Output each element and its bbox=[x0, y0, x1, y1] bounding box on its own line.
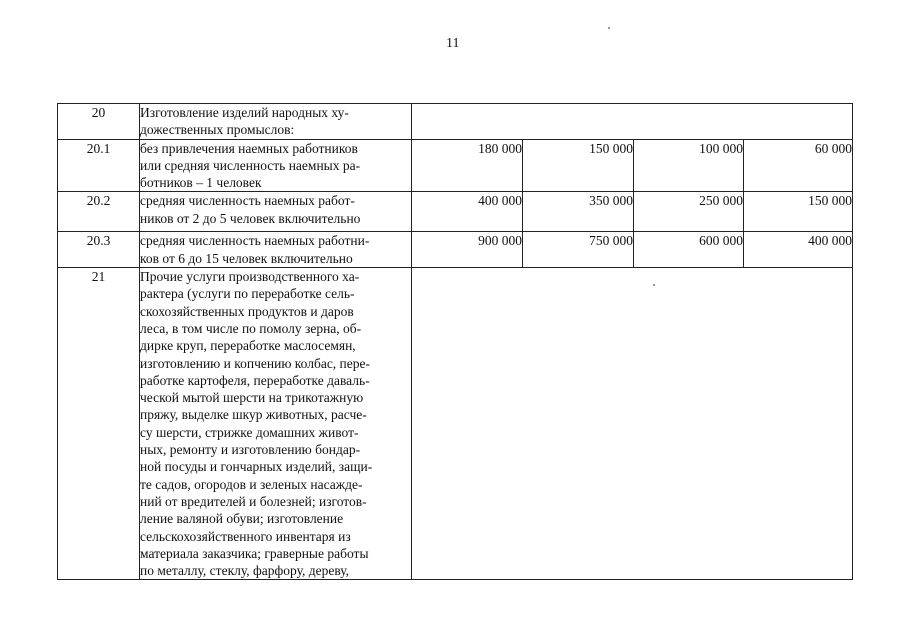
row-number: 20 bbox=[58, 104, 140, 140]
description-line: работке картофеля, переработке даваль- bbox=[140, 372, 370, 388]
row-description bbox=[140, 232, 412, 268]
row-description bbox=[140, 268, 412, 580]
scan-speck bbox=[608, 27, 610, 29]
empty-value-span bbox=[412, 268, 853, 580]
description-line: по металлу, стеклу, фарфору, дереву, bbox=[140, 563, 350, 579]
description-line: без привлечения наемных работников bbox=[140, 140, 358, 156]
description-line: ников от 2 до 5 человек включительно bbox=[140, 210, 361, 226]
table-row bbox=[58, 139, 853, 192]
row-number: 20.2 bbox=[58, 192, 140, 232]
description-line: материала заказчика; граверные работы bbox=[140, 545, 369, 561]
description-line: те садов, огородов и зеленых насажде- bbox=[140, 476, 363, 492]
description-line: рактера (услуги по переработке сель- bbox=[140, 286, 355, 302]
empty-value-span bbox=[412, 104, 853, 140]
description-line: ческой мытой шерсти на трикотажную bbox=[140, 390, 364, 406]
description-line: ботников – 1 человек bbox=[140, 175, 262, 191]
value-cell: 180 000 bbox=[412, 139, 523, 192]
description-line: ление валяной обуви; изготовление bbox=[140, 511, 344, 527]
value-cell: 350 000 bbox=[523, 192, 634, 232]
table-row bbox=[58, 232, 853, 268]
value-cell: 400 000 bbox=[412, 192, 523, 232]
description-line: Изготовление изделий народных ху- bbox=[140, 105, 349, 120]
description-line: пряжу, выделке шкур животных, расче- bbox=[140, 407, 367, 423]
value-cell: 150 000 bbox=[744, 192, 853, 232]
row-description bbox=[140, 104, 412, 140]
description-line: су шерсти, стрижке домашних живот- bbox=[140, 424, 359, 440]
description-line: дирке круп, переработке маслосемян, bbox=[140, 338, 356, 354]
description-line: сельскохозяйственного инвентаря из bbox=[140, 528, 351, 544]
description-line: средняя численность наемных работ- bbox=[140, 193, 355, 209]
description-line: леса, в том числе по помолу зерна, об- bbox=[140, 320, 362, 336]
description-line: ний от вредителей и болезней; изготов- bbox=[140, 493, 367, 509]
value-cell: 250 000 bbox=[634, 192, 744, 232]
row-number: 20.1 bbox=[58, 139, 140, 192]
value-cell: 100 000 bbox=[634, 139, 744, 192]
description-line: ных, ремонту и изготовлению бондар- bbox=[140, 442, 361, 458]
description-line: Прочие услуги производственного ха- bbox=[140, 269, 360, 285]
value-cell: 150 000 bbox=[523, 139, 634, 192]
description-line: ков от 6 до 15 человек включительно bbox=[140, 250, 353, 266]
value-cell: 400 000 bbox=[744, 232, 853, 268]
description-line: ной посуды и гончарных изделий, защи- bbox=[140, 459, 373, 475]
description-line: скохозяйственных продуктов и даров bbox=[140, 303, 354, 319]
row-number: 20.3 bbox=[58, 232, 140, 268]
description-line: изготовлению и копчению колбас, пере- bbox=[140, 355, 371, 371]
tariff-table bbox=[57, 103, 853, 580]
value-cell: 900 000 bbox=[412, 232, 523, 268]
description-line: средняя численность наемных работни- bbox=[140, 233, 370, 249]
table-row bbox=[58, 192, 853, 232]
description-line: дожественных промыслов: bbox=[140, 122, 295, 138]
value-cell: 600 000 bbox=[634, 232, 744, 268]
row-description bbox=[140, 139, 412, 192]
description-line: или средняя численность наемных ра- bbox=[140, 157, 361, 173]
value-cell: 750 000 bbox=[523, 232, 634, 268]
row-description bbox=[140, 192, 412, 232]
table-row bbox=[58, 268, 853, 580]
row-number: 21 bbox=[58, 268, 140, 580]
table-row bbox=[58, 104, 853, 140]
page-number: 11 bbox=[446, 36, 460, 51]
value-cell: 60 000 bbox=[744, 139, 853, 192]
